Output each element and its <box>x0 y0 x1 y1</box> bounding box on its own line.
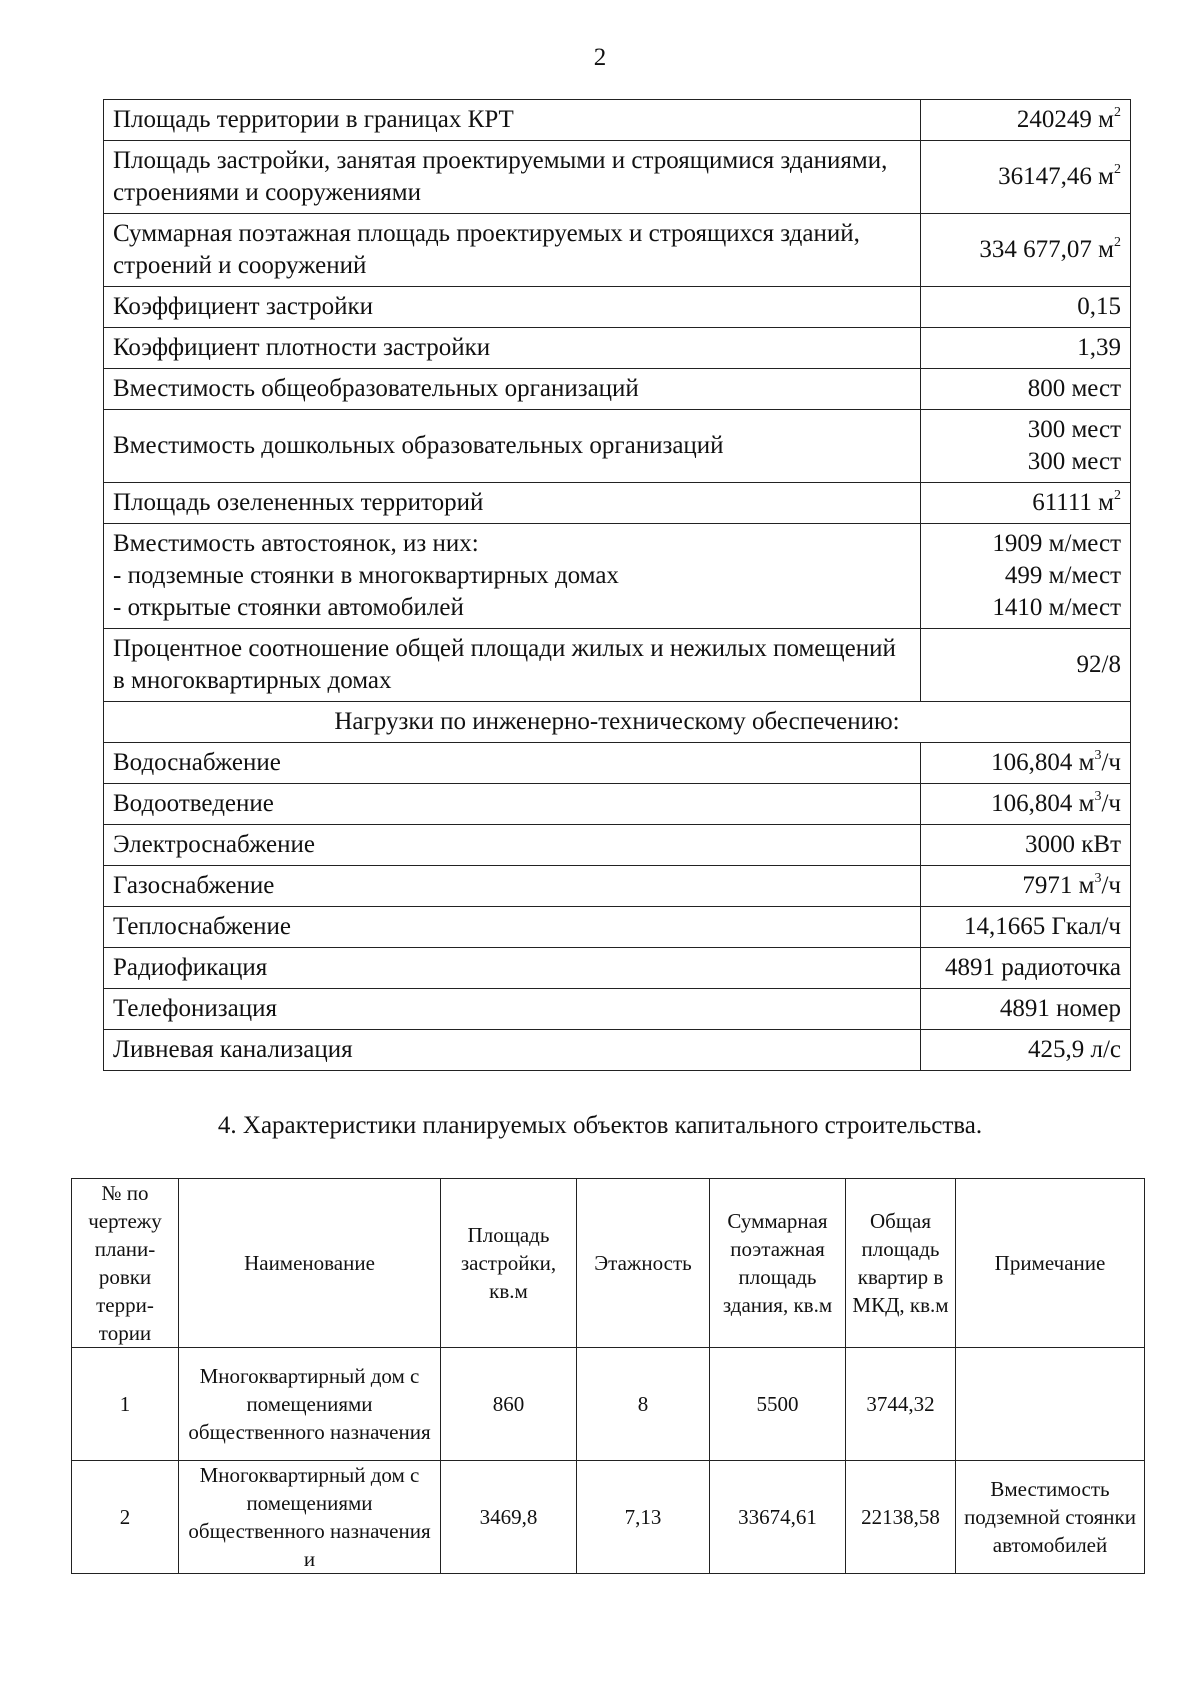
table-cell: 3744,32 <box>846 1348 956 1461</box>
table-cell: 7,13 <box>577 1461 710 1574</box>
column-header: № по чертежу плани-ровки терри-тории <box>72 1179 179 1348</box>
table-row <box>104 907 1131 948</box>
value-line: 1909 м/мест <box>992 530 1121 557</box>
row-value: 3000 кВт <box>921 825 1131 866</box>
row-value: 1,39 <box>921 328 1131 369</box>
value-line: 1410 м/мест <box>992 594 1121 621</box>
table-cell <box>956 1348 1145 1461</box>
table-row <box>104 948 1131 989</box>
row-value: 800 мест <box>921 369 1131 410</box>
table-row <box>104 524 1131 629</box>
table-row <box>104 483 1131 524</box>
table-row <box>104 989 1131 1030</box>
row-value: 106,804 $м^3/ч$ <box>921 743 1131 784</box>
row-label: Коэффициент плотности застройки <box>104 328 921 369</box>
table-row <box>104 866 1131 907</box>
value-line: 300 мест <box>1027 448 1121 475</box>
row-label: Площадь озелененных территорий <box>104 483 921 524</box>
table-cell: 2 <box>72 1461 179 1574</box>
row-value: 4891 номер <box>921 989 1131 1030</box>
table-row <box>104 743 1131 784</box>
row-value: 425,9 л/с <box>921 1030 1131 1071</box>
value-line: 499 м/мест <box>1004 562 1121 589</box>
table-row <box>104 369 1131 410</box>
table-header-row <box>72 1179 1145 1348</box>
table-row <box>104 410 1131 483</box>
page-number: 2 <box>593 44 607 71</box>
row-label: Площадь застройки, занятая проектируемыми и строящимися зданиями, строениями и сооружениями <box>104 141 921 214</box>
table-row <box>72 1348 1145 1461</box>
table-cell: Вместимость подземной стоянки автомобилей <box>956 1461 1145 1574</box>
row-label: Площадь территории в границах КРТ <box>104 100 921 141</box>
table-cell: 33674,61 <box>710 1461 846 1574</box>
row-label: Водоснабжение <box>104 743 921 784</box>
row-label: Теплоснабжение <box>104 907 921 948</box>
row-label: Суммарная поэтажная площадь проектируемых и строящихся зданий, строений и сооружений <box>104 214 921 287</box>
table-row <box>104 784 1131 825</box>
row-value <box>921 410 1131 483</box>
table-cell: 5500 <box>710 1348 846 1461</box>
section-header-row <box>104 702 1131 743</box>
planned-buildings-table <box>71 1178 1145 1574</box>
table-row <box>104 141 1131 214</box>
value-line: 300 мест <box>1027 416 1121 443</box>
row-value: 92/8 <box>921 629 1131 702</box>
column-header: Общая площадь квартир в МКД, кв.м <box>846 1179 956 1348</box>
table-cell: 1 <box>72 1348 179 1461</box>
table-row <box>104 214 1131 287</box>
row-label: Коэффициент застройки <box>104 287 921 328</box>
table-cell: 8 <box>577 1348 710 1461</box>
row-label: Процентное соотношение общей площади жилых и нежилых помещений в многоквартирных домах <box>104 629 921 702</box>
row-value: 240249 $м^2$ <box>921 100 1131 141</box>
row-label: Вместимость дошкольных образовательных организаций <box>104 410 921 483</box>
table-row <box>104 629 1131 702</box>
row-label: Электроснабжение <box>104 825 921 866</box>
table-cell: 22138,58 <box>846 1461 956 1574</box>
row-label: Телефонизация <box>104 989 921 1030</box>
row-label: Водоотведение <box>104 784 921 825</box>
row-label: Ливневая канализация <box>104 1030 921 1071</box>
row-value: 61111 $м^2$ <box>921 483 1131 524</box>
row-value: 334 677,07 $м^2$ <box>921 214 1131 287</box>
label-line: - открытые стоянки автомобилей <box>113 594 464 621</box>
row-label <box>104 524 921 629</box>
row-value: 14,1665 Гкал/ч <box>921 907 1131 948</box>
row-value: 0,15 <box>921 287 1131 328</box>
row-value: 7971 $м^3/ч$ <box>921 866 1131 907</box>
table-row <box>104 328 1131 369</box>
table-row <box>104 1030 1131 1071</box>
table-row <box>104 825 1131 866</box>
row-value: 4891 радиоточка <box>921 948 1131 989</box>
section-title: 4. Характеристики планируемых объектов капитального строительства. <box>217 1112 983 1139</box>
label-line: Вместимость автостоянок, из них: <box>113 530 479 557</box>
table-cell: Многоквартирный дом с помещениями общественного назначения и <box>179 1461 441 1574</box>
label-line: - подземные стоянки в многоквартирных домах <box>113 562 619 589</box>
column-header: Суммарная поэтажная площадь здания, кв.м <box>710 1179 846 1348</box>
row-value: 106,804 $м^3/ч$ <box>921 784 1131 825</box>
row-label: Вместимость общеобразовательных организаций <box>104 369 921 410</box>
column-header: Наименование <box>179 1179 441 1348</box>
table-row <box>104 100 1131 141</box>
table-cell: 860 <box>441 1348 577 1461</box>
table-cell: Многоквартирный дом с помещениями общественного назначения <box>179 1348 441 1461</box>
table-row <box>72 1461 1145 1574</box>
row-label: Радиофикация <box>104 948 921 989</box>
column-header: Примечание <box>956 1179 1145 1348</box>
row-value: 36147,46 $м^2$ <box>921 141 1131 214</box>
utilities-section-header: Нагрузки по инженерно-техническому обеспечению: <box>104 702 1131 743</box>
column-header: Площадь застройки, кв.м <box>441 1179 577 1348</box>
row-label: Газоснабжение <box>104 866 921 907</box>
summary-indicators-table <box>103 99 1131 1071</box>
column-header: Этажность <box>577 1179 710 1348</box>
table-cell: 3469,8 <box>441 1461 577 1574</box>
table-row <box>104 287 1131 328</box>
row-value <box>921 524 1131 629</box>
